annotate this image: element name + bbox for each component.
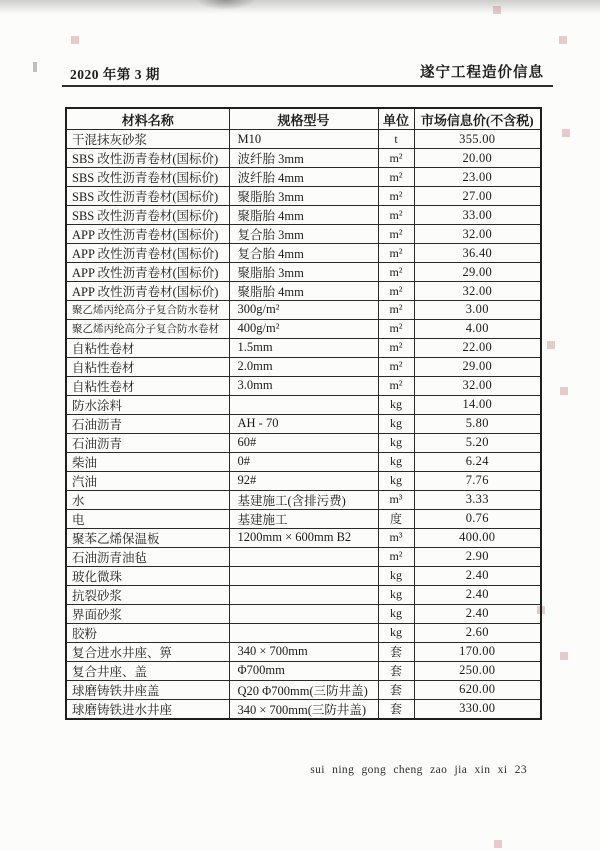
spec-cell: 复合胎 4mm	[229, 244, 378, 263]
unit-cell: kg	[378, 395, 414, 414]
scan-smudge	[196, 0, 256, 10]
publication-title: 遂宁工程造价信息	[420, 65, 544, 81]
price-cell: 2.90	[414, 547, 541, 566]
material-name-cell: 汽油	[66, 471, 229, 490]
price-cell: 32.00	[414, 376, 541, 395]
material-name-cell: APP 改性沥青卷材(国标价)	[66, 263, 229, 282]
material-name-cell: 自粘性卷材	[66, 338, 229, 357]
material-name-cell: 柴油	[66, 452, 229, 471]
scan-artifact	[560, 387, 568, 395]
price-cell: 2.40	[414, 604, 541, 623]
material-name-cell: 复合进水井座、箅	[66, 642, 229, 661]
table-row	[66, 661, 541, 680]
spec-cell: 波纤胎 4mm	[229, 168, 378, 187]
spec-cell: 聚脂胎 4mm	[229, 282, 378, 301]
table-row	[66, 263, 541, 282]
spec-cell: 340 × 700mm	[229, 642, 378, 661]
scan-artifact	[562, 129, 570, 137]
material-name-cell: 自粘性卷材	[66, 357, 229, 376]
unit-cell: 套	[378, 661, 414, 680]
spec-cell: AH - 70	[229, 414, 378, 433]
spec-cell	[229, 566, 378, 585]
material-name-cell: SBS 改性沥青卷材(国标价)	[66, 149, 229, 168]
unit-cell: 套	[378, 642, 414, 661]
spec-cell: Q20 Φ700mm(三防井盖)	[229, 680, 378, 699]
price-cell: 620.00	[414, 680, 541, 699]
table-row	[66, 623, 541, 642]
spec-cell: 3.0mm	[229, 376, 378, 395]
unit-cell: m²	[378, 357, 414, 376]
spec-cell: M10	[229, 130, 378, 149]
material-name-cell: APP 改性沥青卷材(国标价)	[66, 244, 229, 263]
unit-cell: 套	[378, 699, 414, 719]
table-row	[66, 301, 541, 320]
issue-label: 2020 年第 3 期	[70, 67, 160, 82]
col-header-spec: 规格型号	[229, 108, 378, 130]
unit-cell: kg	[378, 623, 414, 642]
material-name-cell: 水	[66, 490, 229, 509]
table-row	[66, 490, 541, 509]
scan-artifact	[547, 341, 555, 349]
col-header-unit: 单位	[378, 108, 414, 130]
spec-cell: 340 × 700mm(三防井盖)	[229, 699, 378, 719]
material-name-cell: 干混抹灰砂浆	[66, 130, 229, 149]
scan-artifact	[493, 6, 501, 14]
spec-cell: 复合胎 3mm	[229, 225, 378, 244]
unit-cell: 度	[378, 509, 414, 528]
unit-cell: kg	[378, 452, 414, 471]
unit-cell: kg	[378, 604, 414, 623]
table-row	[66, 452, 541, 471]
unit-cell: m²	[378, 338, 414, 357]
spec-cell: 400g/m²	[229, 319, 378, 338]
material-name-cell: 复合井座、盖	[66, 661, 229, 680]
price-cell: 32.00	[414, 282, 541, 301]
spec-cell: 2.0mm	[229, 357, 378, 376]
unit-cell: m²	[378, 225, 414, 244]
price-cell: 33.00	[414, 206, 541, 225]
price-cell: 27.00	[414, 187, 541, 206]
material-name-cell: SBS 改性沥青卷材(国标价)	[66, 187, 229, 206]
unit-cell: m²	[378, 206, 414, 225]
price-cell: 2.40	[414, 585, 541, 604]
table-row	[66, 471, 541, 490]
table-row	[66, 433, 541, 452]
material-name-cell: APP 改性沥青卷材(国标价)	[66, 282, 229, 301]
material-name-cell: 界面砂浆	[66, 604, 229, 623]
spec-cell: 基建施工(含排污费)	[229, 490, 378, 509]
table-row	[66, 187, 541, 206]
scan-artifact	[559, 36, 567, 44]
price-cell: 250.00	[414, 661, 541, 680]
material-name-cell: APP 改性沥青卷材(国标价)	[66, 225, 229, 244]
table-row	[66, 130, 541, 149]
price-cell: 23.00	[414, 168, 541, 187]
unit-cell: kg	[378, 471, 414, 490]
scan-artifact	[71, 36, 79, 44]
table-row	[66, 509, 541, 528]
table-row	[66, 319, 541, 338]
price-cell: 14.00	[414, 395, 541, 414]
spec-cell	[229, 547, 378, 566]
table-row	[66, 376, 541, 395]
table-row	[66, 547, 541, 566]
price-cell: 6.24	[414, 452, 541, 471]
material-name-cell: 球磨铸铁井座盖	[66, 680, 229, 699]
scan-artifact	[560, 652, 568, 660]
unit-cell: m³	[378, 528, 414, 547]
price-cell: 7.76	[414, 471, 541, 490]
unit-cell: m²	[378, 263, 414, 282]
spec-cell	[229, 623, 378, 642]
table-row	[66, 395, 541, 414]
table-row	[66, 338, 541, 357]
price-cell: 4.00	[414, 319, 541, 338]
spec-cell: 聚脂胎 4mm	[229, 206, 378, 225]
price-cell: 2.60	[414, 623, 541, 642]
spec-cell: 基建施工	[229, 509, 378, 528]
table-row	[66, 225, 541, 244]
price-cell: 5.20	[414, 433, 541, 452]
price-cell: 3.00	[414, 301, 541, 320]
unit-cell: kg	[378, 433, 414, 452]
price-cell: 0.76	[414, 509, 541, 528]
unit-cell: m²	[378, 149, 414, 168]
table-row	[66, 244, 541, 263]
scan-top-shadow	[0, 0, 600, 14]
material-name-cell: 石油沥青	[66, 414, 229, 433]
unit-cell: m³	[378, 490, 414, 509]
spec-cell	[229, 604, 378, 623]
unit-cell: m²	[378, 282, 414, 301]
material-price-table	[65, 107, 542, 720]
material-name-cell: 自粘性卷材	[66, 376, 229, 395]
table-row	[66, 566, 541, 585]
table-row	[66, 414, 541, 433]
spec-cell: 1200mm × 600mm B2	[229, 528, 378, 547]
table-row	[66, 699, 541, 719]
col-header-material: 材料名称	[66, 108, 229, 130]
material-name-cell: 聚苯乙烯保温板	[66, 528, 229, 547]
price-cell: 400.00	[414, 528, 541, 547]
unit-cell: m²	[378, 301, 414, 320]
table-row	[66, 357, 541, 376]
scan-artifact	[494, 840, 502, 848]
page-footer: sui ning gong cheng zao jia xin xi 23	[310, 764, 527, 776]
table-row	[66, 642, 541, 661]
material-name-cell: 电	[66, 509, 229, 528]
price-cell: 5.80	[414, 414, 541, 433]
unit-cell: m²	[378, 168, 414, 187]
table-row	[66, 528, 541, 547]
unit-cell: m²	[378, 187, 414, 206]
material-name-cell: 玻化微珠	[66, 566, 229, 585]
spec-cell: Φ700mm	[229, 661, 378, 680]
spec-cell: 0#	[229, 452, 378, 471]
spec-cell: 300g/m²	[229, 301, 378, 320]
unit-cell: m²	[378, 319, 414, 338]
material-name-cell: 胶粉	[66, 623, 229, 642]
price-cell: 3.33	[414, 490, 541, 509]
table-row	[66, 206, 541, 225]
col-header-price: 市场信息价(不含税)	[414, 108, 541, 130]
header-rule	[62, 85, 553, 87]
table-row	[66, 585, 541, 604]
table-row	[66, 149, 541, 168]
unit-cell: t	[378, 130, 414, 149]
unit-cell: m²	[378, 547, 414, 566]
price-cell: 36.40	[414, 244, 541, 263]
table-row	[66, 680, 541, 699]
spec-cell: 92#	[229, 471, 378, 490]
spec-cell: 1.5mm	[229, 338, 378, 357]
spec-cell: 60#	[229, 433, 378, 452]
price-cell: 2.40	[414, 566, 541, 585]
price-cell: 355.00	[414, 130, 541, 149]
spec-cell: 波纤胎 3mm	[229, 149, 378, 168]
unit-cell: m²	[378, 244, 414, 263]
price-cell: 22.00	[414, 338, 541, 357]
table-row	[66, 282, 541, 301]
material-name-cell: 球磨铸铁进水井座	[66, 699, 229, 719]
price-cell: 32.00	[414, 225, 541, 244]
unit-cell: kg	[378, 585, 414, 604]
material-name-cell: SBS 改性沥青卷材(国标价)	[66, 168, 229, 187]
unit-cell: 套	[378, 680, 414, 699]
price-cell: 29.00	[414, 263, 541, 282]
spec-cell	[229, 395, 378, 414]
spec-cell	[229, 585, 378, 604]
spec-cell: 聚脂胎 3mm	[229, 263, 378, 282]
material-name-cell: SBS 改性沥青卷材(国标价)	[66, 206, 229, 225]
table-header-row	[66, 108, 541, 130]
unit-cell: kg	[378, 414, 414, 433]
scan-edge-mark	[33, 62, 37, 72]
unit-cell: m²	[378, 376, 414, 395]
unit-cell: kg	[378, 566, 414, 585]
table-row	[66, 604, 541, 623]
material-name-cell: 石油沥青油毡	[66, 547, 229, 566]
price-cell: 29.00	[414, 357, 541, 376]
material-name-cell: 抗裂砂浆	[66, 585, 229, 604]
material-name-cell: 聚乙烯丙纶高分子复合防水卷材	[66, 301, 229, 320]
material-name-cell: 石油沥青	[66, 433, 229, 452]
price-cell: 330.00	[414, 699, 541, 719]
spec-cell: 聚脂胎 3mm	[229, 187, 378, 206]
price-cell: 170.00	[414, 642, 541, 661]
price-cell: 20.00	[414, 149, 541, 168]
material-name-cell: 防水涂料	[66, 395, 229, 414]
table-row	[66, 168, 541, 187]
material-name-cell: 聚乙烯丙纶高分子复合防水卷材	[66, 319, 229, 338]
